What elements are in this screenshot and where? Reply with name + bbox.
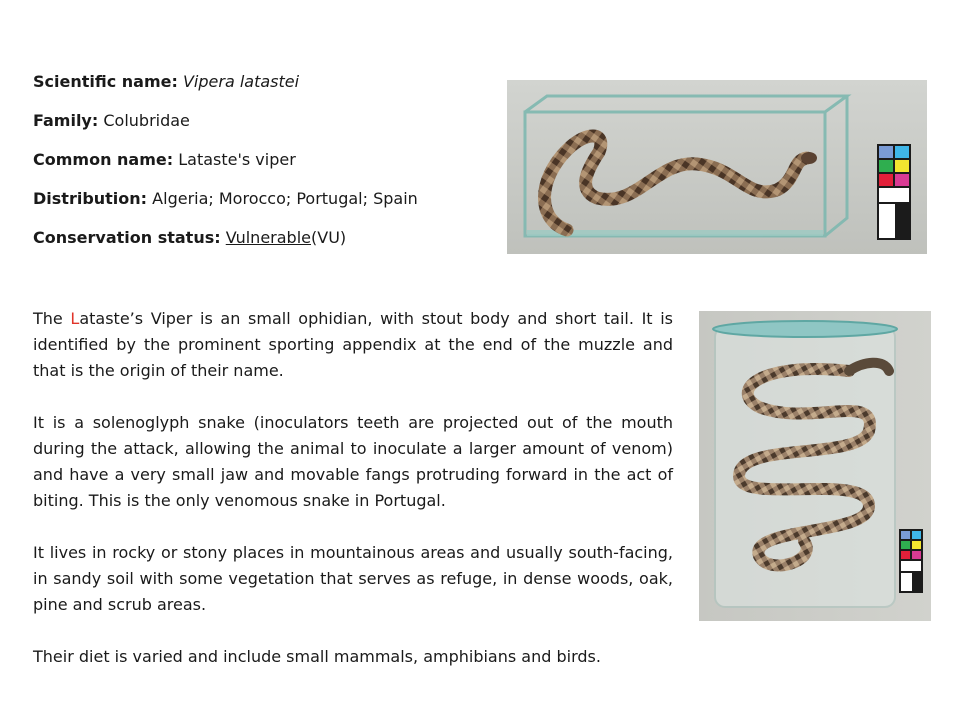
specimen-photo-jar [699, 311, 931, 621]
vulnerable-link[interactable]: Vulnerable [225, 228, 311, 247]
paragraph-habitat: It lives in rocky or stony places in mountainous areas and usually south-facing, in sandy soil with some vegetation that serves as refuge, in dense woods, oak, pine and scrub areas. [33, 543, 673, 614]
fact-label: Scientific name: [33, 72, 178, 91]
fact-label: Common name: [33, 150, 174, 169]
color-scale-chart [877, 144, 911, 240]
fact-value: Vipera latastei [182, 72, 300, 91]
paragraph-venom: It is a solenoglyph snake (inoculators teeth are projected out of the mouth during the attack, allowing the animal to inoculate a larger amount of venom) and have a very small jaw and movable fangs protruding forward in the act of biting. This is the only venomous snake in Portugal. [33, 413, 673, 510]
paragraph-diet: Their diet is varied and include small mammals, amphibians and birds. [33, 647, 601, 666]
highlighted-letter: L [70, 309, 80, 328]
specimen-photo-tank [507, 80, 927, 254]
fact-value: Lataste's viper [178, 150, 296, 169]
fact-conservation-status [33, 228, 493, 267]
fact-value: Algeria; Morocco; Portugal; Spain [152, 189, 418, 208]
fact-label: Conservation status: [33, 228, 221, 247]
fact-value: Colubridae [103, 111, 190, 130]
paragraph-description [33, 306, 673, 384]
fact-value-suffix: (VU) [311, 228, 347, 247]
fact-scientific-name [33, 72, 493, 111]
color-scale-chart [899, 529, 923, 593]
fact-distribution [33, 189, 493, 228]
fact-family [33, 111, 493, 150]
specimen-facts [33, 72, 493, 267]
paragraph-text: The [33, 309, 71, 328]
fact-label: Family: [33, 111, 99, 130]
paragraph-text: ataste’s Viper is an small ophidian, with stout body and short tail. It is identified by the prominent sporting appendix at the end of the muzzle and that is the origin of their name. [33, 309, 674, 380]
description-text [33, 306, 673, 670]
fact-label: Distribution: [33, 189, 148, 208]
fact-common-name [33, 150, 493, 189]
